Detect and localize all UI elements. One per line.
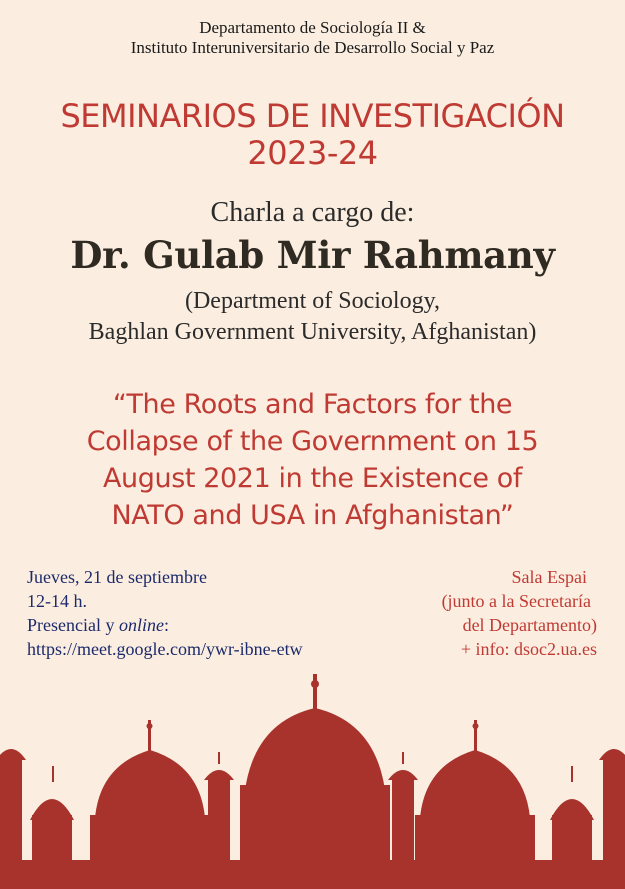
talk-title-line-1: “The Roots and Factors for the (112, 389, 513, 420)
affiliation-line-2: Baghlan Government University, Afghanistan) (88, 319, 537, 345)
meeting-link[interactable]: https://meet.google.com/ywr-ibne-etw (27, 639, 303, 659)
venue-details (442, 565, 597, 661)
affiliation-line-1: (Department of Sociology, (184, 288, 441, 314)
talk-title-line-4: NATO and USA in Afghanistan” (111, 500, 514, 531)
speaker-intro: Charla a cargo de: (210, 197, 415, 228)
event-details (27, 565, 303, 661)
talk-title-line-3: August 2021 in the Existence of (102, 463, 523, 494)
venue-detail-2: del Departamento) (462, 615, 597, 635)
event-mode (27, 613, 303, 637)
series-year: 2023-24 (247, 134, 378, 172)
mode-suffix: : (163, 615, 169, 635)
mode-online: online (118, 615, 164, 635)
speaker-name: Dr. Gulab Mir Rahmany (70, 233, 555, 277)
talk-title-line-2: Collapse of the Government on 15 (86, 426, 539, 457)
series-title (0, 98, 625, 172)
speaker-affiliation (0, 286, 625, 348)
event-time: 12-14 h. (27, 591, 87, 611)
event-date: Jueves, 21 de septiembre (27, 567, 207, 587)
venue-detail-1: (junto a la Secretaría (441, 591, 591, 611)
department-line-2: Instituto Interuniversitario de Desarrollo Social y Paz (130, 38, 495, 57)
venue-room: Sala Espai (511, 567, 587, 587)
mode-prefix: Presencial y (27, 615, 119, 635)
talk-title (20, 386, 605, 534)
department-line-1: Departamento de Sociología II & (199, 18, 426, 37)
mosque-skyline-icon (0, 660, 625, 889)
series-name: SEMINARIOS DE INVESTIGACIÓN (60, 97, 565, 135)
department-header (0, 18, 625, 58)
venue-info-link[interactable]: + info: dsoc2.ua.es (460, 639, 597, 659)
